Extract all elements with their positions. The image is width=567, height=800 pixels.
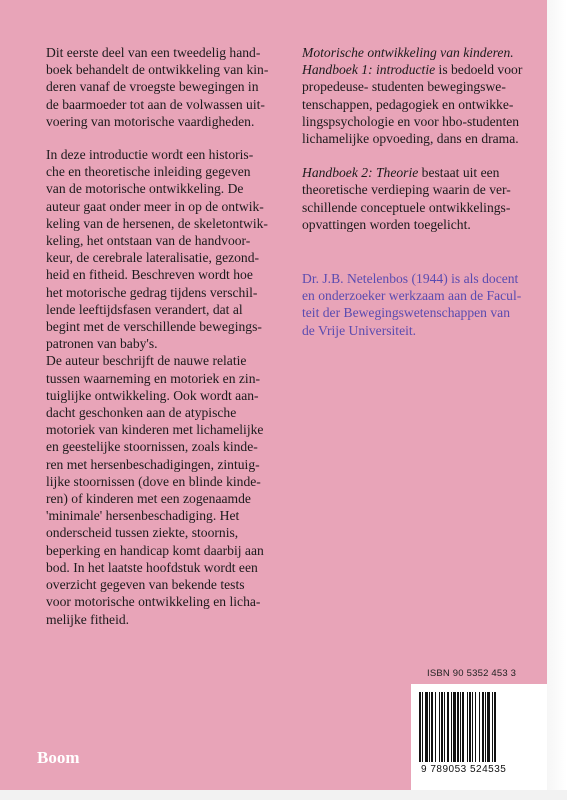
barcode-number: 9 789053 524535 — [421, 764, 507, 775]
handbook-1-paragraph — [302, 44, 542, 147]
right-text-column — [302, 44, 542, 339]
intro-paragraph: Dit eerste deel van een tweedelig hand- boek behandelt de ontwikkeling van kin- deren vanaf de vroegste bewegingen in de baarmoeder tot aan de volwassen uit- voering van motorische vaardigheden. — [46, 45, 269, 129]
page-bottom-edge — [0, 790, 567, 800]
barcode-bar — [496, 692, 497, 762]
page-edge — [547, 0, 567, 800]
content-paragraph: De auteur beschrijft de nauwe relatie tussen waarneming en motoriek en zin- tuiglijke ontwikkeling. Ook wordt aan- dacht geschonken aan de atypische motoriek van kinderen met lichamelijke en geestelijke stoornissen, zoals kinde- ren met hersenbeschadigingen, zintuig- lijke stoornissen (dove en blinde kinde- ren) of kinderen met een zogenaamde 'minimale' hersenbeschadiging. Het onderscheid tussen ziekte, stoornis, beperking en handicap komt daarbij aan bod. In het laatste hoofdstuk wordt een overzicht gegeven van bekende tests voor motorische ontwikkeling en licha- melijke fitheid. — [46, 353, 264, 627]
barcode — [411, 684, 547, 790]
description-paragraph: In deze introductie wordt een historis- che en theoretische inleiding gegeven van de motorische ontwikkeling. De auteur gaat onder meer in op de ontwik- keling van de hersenen, de skeletontwik- keling, het ontstaan van de handvoor- keur, de cerebrale lateralisatie, gezond- heid en fitheid. Beschreven wordt hoe het motorische gedrag tijdens verschil- lende leeftijdsfasen verandert, dat al begint met de verschillende bewegings- patronen van baby's. — [46, 147, 268, 352]
handbook-2-paragraph — [302, 164, 542, 233]
isbn-label: ISBN 90 5352 453 3 — [427, 668, 517, 679]
barcode-bars — [419, 692, 543, 762]
left-text-column — [46, 44, 296, 628]
handbook-2-title: Handboek 2: Theorie — [302, 165, 419, 181]
handbook-2-text: bestaat uit een theoretische verdieping waarin de ver- schillende conceptuele ontwikkelings- opvattingen worden toegelicht. — [302, 165, 511, 232]
handbook-1-title: Motorische ontwikkeling van kinderen. Handboek 1: introductie — [302, 45, 514, 78]
publisher-logo: Boom — [37, 748, 80, 767]
handbook-1-text: is bedoeld voor propedeuse- studenten bewegingswe- tenschappen, pedagogiek en ontwikke- lingspsychologie en voor hbo-studenten lichamelijke opvoeding, dans en drama. — [302, 62, 523, 147]
author-bio: Dr. J.B. Netelenbos (1944) is als docent en onderzoeker werkzaam aan de Facul- teit der Bewegingswetenschappen van de Vrije Universiteit. — [302, 271, 522, 338]
